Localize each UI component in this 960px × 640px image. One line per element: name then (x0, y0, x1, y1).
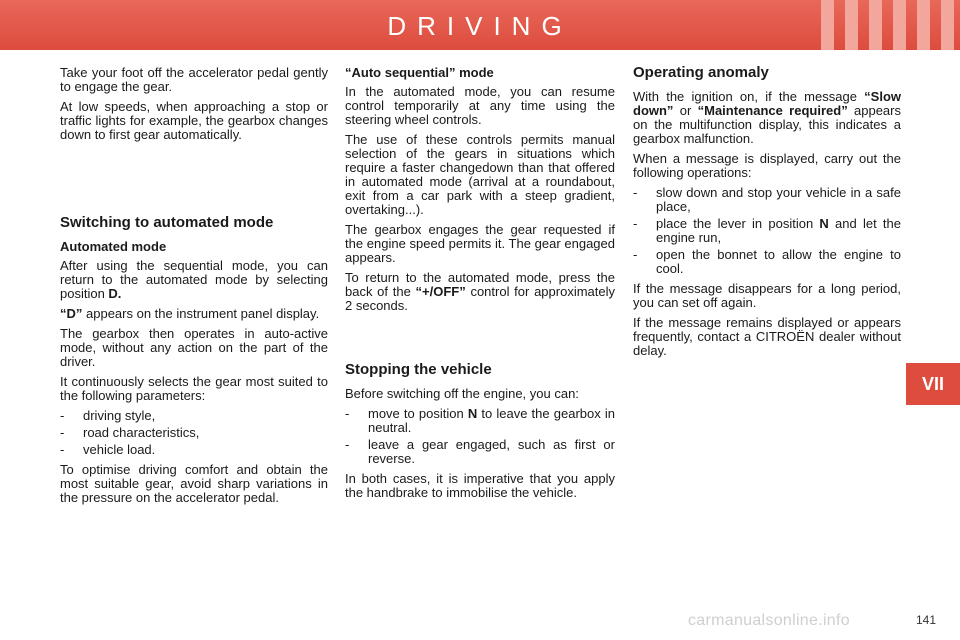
header-stripe (917, 0, 930, 50)
sub-heading-automated-mode: Automated mode (60, 239, 167, 254)
page-header (0, 0, 960, 50)
watermark: carmanualsonline.info (688, 612, 850, 629)
bold-text: N (819, 216, 829, 231)
list-item: - road characteristics, (60, 426, 328, 440)
operations-list (633, 186, 901, 276)
page-title: DRIVING (387, 11, 573, 41)
paragraph: The gearbox then operates in auto-active mode, without any action on the part of the driver. (60, 326, 328, 369)
paragraph: The gearbox engages the gear requested if the engine speed permits it. The gear engaged appears. (345, 222, 615, 265)
bold-text: “Maintenance required” (697, 103, 848, 118)
paragraph: It continuously selects the gear most suited to the following parameters: (60, 374, 328, 403)
paragraph: In the automated mode, you can resume control temporarily at any time using the steering wheel controls. (345, 84, 615, 127)
list-item: - leave a gear engaged, such as first or reverse. (345, 438, 615, 466)
text: After using the sequential mode, you can return to the automated mode by selecting position (60, 258, 328, 301)
header-stripe (893, 0, 906, 50)
paragraph: Before switching off the engine, you can: (345, 386, 579, 401)
list-item (345, 407, 615, 435)
list-item: - slow down and stop your vehicle in a safe place, (633, 186, 901, 214)
header-stripes (821, 0, 954, 50)
list-item: - vehicle load. (60, 443, 328, 457)
paragraph (60, 307, 328, 321)
paragraph: At low speeds, when approaching a stop or traffic lights for example, the gearbox changes down to first gear automatically. (60, 99, 328, 142)
paragraph: If the message disappears for a long period, you can set off again. (633, 281, 901, 310)
section-heading-operating-anomaly: Operating anomaly (633, 64, 769, 81)
header-stripe (821, 0, 834, 50)
text: move to position (368, 406, 468, 421)
text: appears on the instrument panel display. (82, 306, 320, 321)
paragraph (633, 90, 901, 146)
paragraph: The use of these controls permits manual selection of the gears in situations which require a faster changedown than that offered in automated mode (arrival at a roundabout, exit from a car park with a steep gradient, overtaking...). (345, 132, 615, 217)
chapter-tab: VII (906, 363, 960, 405)
paragraph: To optimise driving comfort and obtain the most suitable gear, avoid sharp variations in the pressure on the accelerator pedal. (60, 462, 328, 505)
paragraph: In both cases, it is imperative that you apply the handbrake to immobilise the vehicle. (345, 471, 615, 500)
bold-text: “Slow down” (633, 89, 901, 118)
text: and let the engine run, (656, 216, 902, 245)
paragraph (345, 271, 615, 313)
header-stripe (869, 0, 882, 50)
list-item (633, 217, 901, 245)
paragraph (60, 259, 328, 301)
column-1 (60, 66, 328, 511)
bold-text: “+/OFF” (415, 284, 466, 299)
text: to leave the gearbox in neutral. (368, 406, 615, 435)
text: or (673, 103, 698, 118)
section-heading-automated-mode: Switching to automated mode (60, 214, 274, 231)
list-item: - driving style, (60, 409, 328, 423)
text: control for approximately 2 seconds. (345, 284, 615, 313)
header-stripe (845, 0, 858, 50)
stopping-list (345, 407, 615, 466)
bold-text: D. (108, 286, 122, 301)
page-number: 141 (915, 613, 936, 627)
paragraph: When a message is displayed, carry out the following operations: (633, 151, 901, 180)
bold-text: N (467, 406, 478, 421)
parameter-list (60, 409, 328, 457)
text: place the lever in position (656, 216, 820, 231)
column-3 (633, 66, 901, 364)
header-stripe (941, 0, 954, 50)
paragraph: Take your foot off the accelerator pedal gently to engage the gear. (60, 65, 328, 94)
text: To return to the automated mode, press the back of the (345, 270, 615, 299)
sub-heading-auto-sequential: “Auto sequential” mode (345, 65, 494, 80)
column-2 (345, 66, 615, 506)
section-heading-stopping-vehicle: Stopping the vehicle (345, 361, 492, 378)
list-item: - open the bonnet to allow the engine to cool. (633, 248, 901, 276)
bold-text: “D” (60, 306, 83, 321)
text: appears on the multifunction display, this indicates a gearbox malfunction. (633, 103, 901, 146)
text: With the ignition on, if the message (633, 89, 865, 104)
paragraph: If the message remains displayed or appears frequently, contact a CITROËN dealer without delay. (633, 315, 901, 358)
